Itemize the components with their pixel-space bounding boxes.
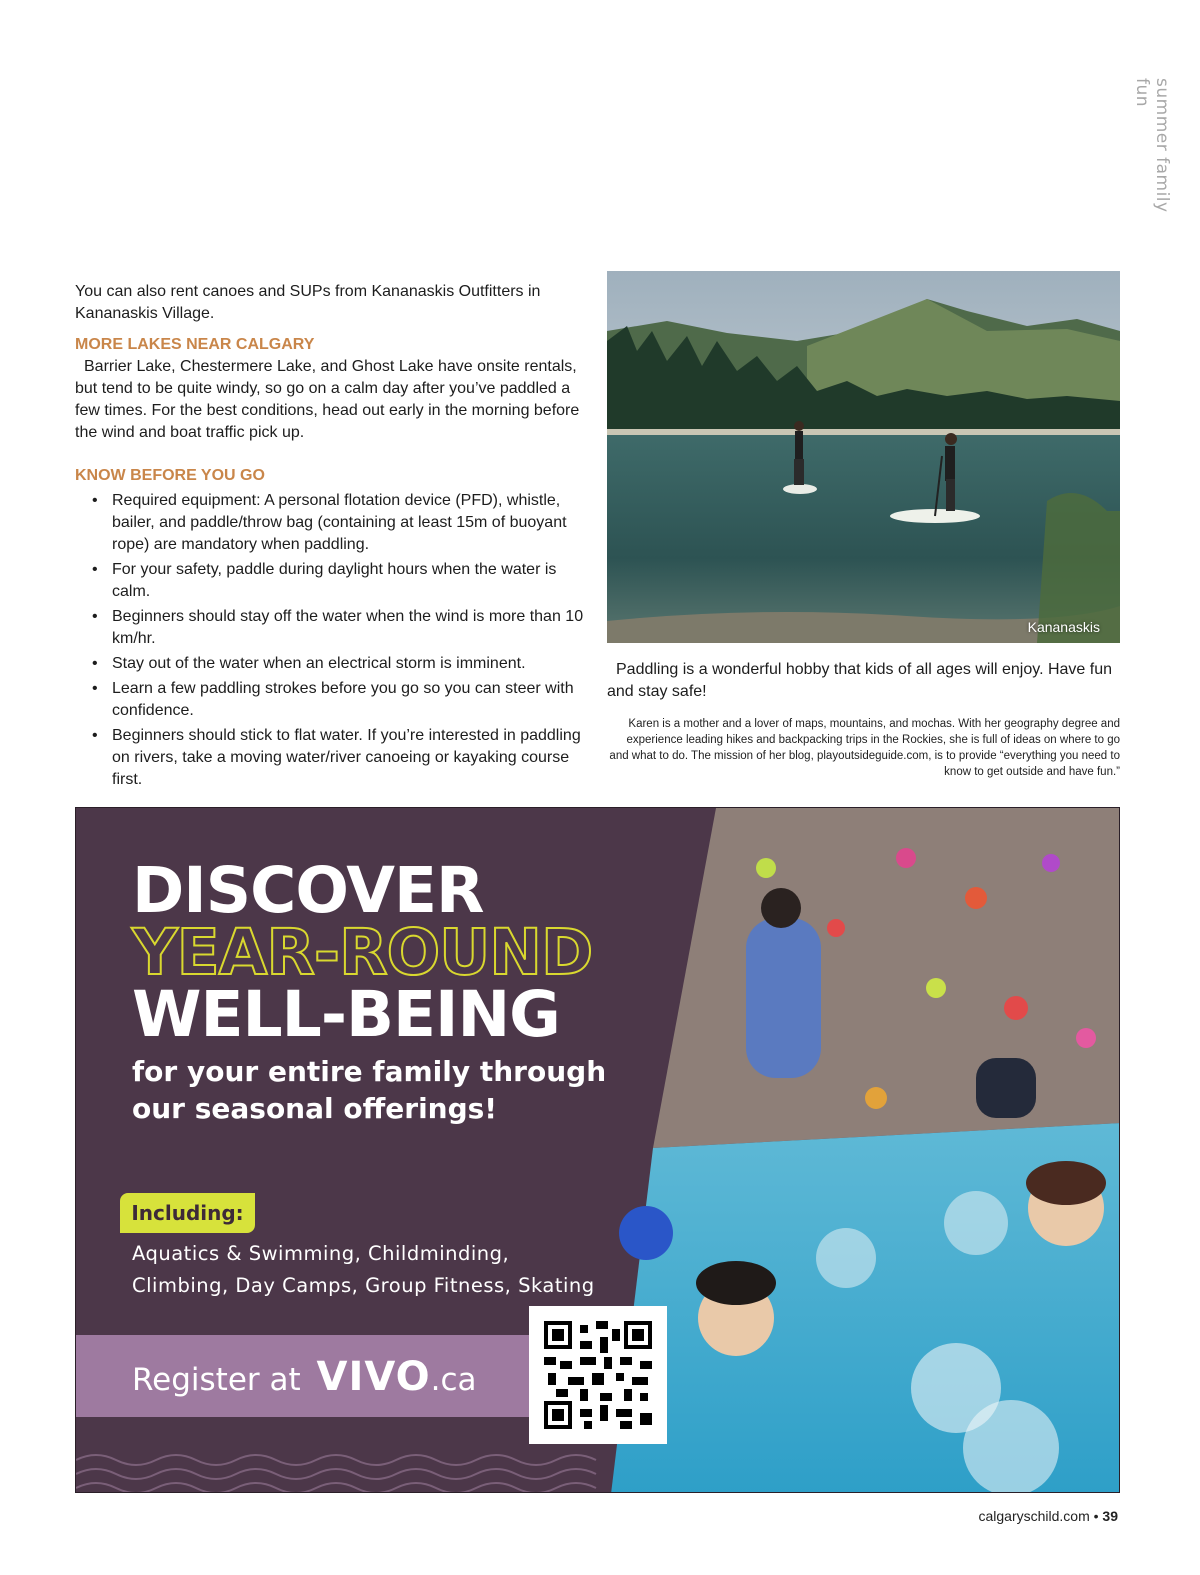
headline-line-year-round: YEAR-ROUND [132,916,593,989]
list-item-text: Required equipment: A personal flotation device (PFD), whistle, bailer, and paddle/throw bag (containing at least 15m of buoyant rope) are mandatory when paddling. [112,492,567,553]
register-call-to-action [132,1354,477,1400]
list-item [75,653,587,675]
list-item-text: Beginners should stick to flat water. If you’re interested in paddling on rivers, take a moving water/river canoeing or kayaking course first. [112,727,581,788]
qr-code-icon [544,1321,652,1429]
including-badge: Including: [120,1193,255,1233]
closing-paragraph [607,659,1120,703]
bullet-marker: • [92,680,98,697]
article-left-column [75,281,587,794]
qr-code[interactable] [529,1306,667,1444]
bullet-marker: • [92,727,98,744]
offerings-list: Aquatics & Swimming, Childminding, Climbing, Day Camps, Group Fitness, Skating [132,1242,595,1297]
vivo-advertisement [75,807,1120,1493]
page-number: 39 [1102,1508,1118,1524]
wave-decoration [76,1448,616,1493]
bullet-marker: • [92,561,98,578]
ad-subhead: for your entire family through our seasonal offerings! [132,1055,607,1125]
headline-line-well-being: WELL-BEING [132,978,560,1051]
list-item-text: For your safety, paddle during daylight hours when the water is calm. [112,561,557,600]
vivo-domain: .ca [430,1362,477,1398]
page-footer [978,1508,1118,1524]
author-bio: Karen is a mother and a lover of maps, mountains, and mochas. With her geography degree and experience leading hikes and backpacking trips in the Rockies, she is full of ideas on where to go and what to do. The mission of her blog, playoutsideguide.com, is to provide “everything you need to know to get outside and have fun.” [609,718,1120,778]
register-prefix: Register at [132,1362,301,1398]
bullet-marker: • [92,608,98,625]
closing-text: Paddling is a wonderful hobby that kids of all ages will enjoy. Have fun and stay safe! [607,661,1112,700]
list-item-text: Stay out of the water when an electrical storm is imminent. [112,655,526,672]
list-item [75,559,587,603]
list-item-text: Beginners should stay off the water when the wind is more than 10 km/hr. [112,608,584,647]
list-item [75,606,587,650]
list-item-text: Learn a few paddling strokes before you go so you can steer with confidence. [112,680,574,719]
register-band [76,1335,531,1417]
vivo-logo: VIVO [316,1354,431,1400]
list-item [75,678,587,722]
list-item [75,490,587,556]
lake-paddleboard-photo [607,271,1120,643]
more-lakes-paragraph: Barrier Lake, Chestermere Lake, and Ghost Lake have onsite rentals, but tend to be quite windy, so go on a calm day after you’ve paddled a few times. For the best conditions, head out early in the morning before the wind and boat traffic pick up. [75,358,580,441]
bullet-marker: • [92,655,98,672]
more-lakes-heading: MORE LAKES NEAR CALGARY [75,336,315,353]
know-before-list [75,490,587,791]
intro-paragraph: You can also rent canoes and SUPs from Kananaskis Outfitters in Kananaskis Village. [75,283,541,322]
section-side-label: summer family fun [1132,78,1172,213]
ad-headline [132,854,593,1051]
footer-site-link[interactable]: calgaryschild.com [978,1508,1090,1524]
headline-line-discover: DISCOVER [132,854,484,927]
photo-credit: Kananaskis [1027,619,1100,635]
know-before-heading: KNOW BEFORE YOU GO [75,467,265,484]
list-item [75,725,587,791]
bullet-marker: • [92,492,98,509]
footer-separator: • [1093,1508,1099,1524]
